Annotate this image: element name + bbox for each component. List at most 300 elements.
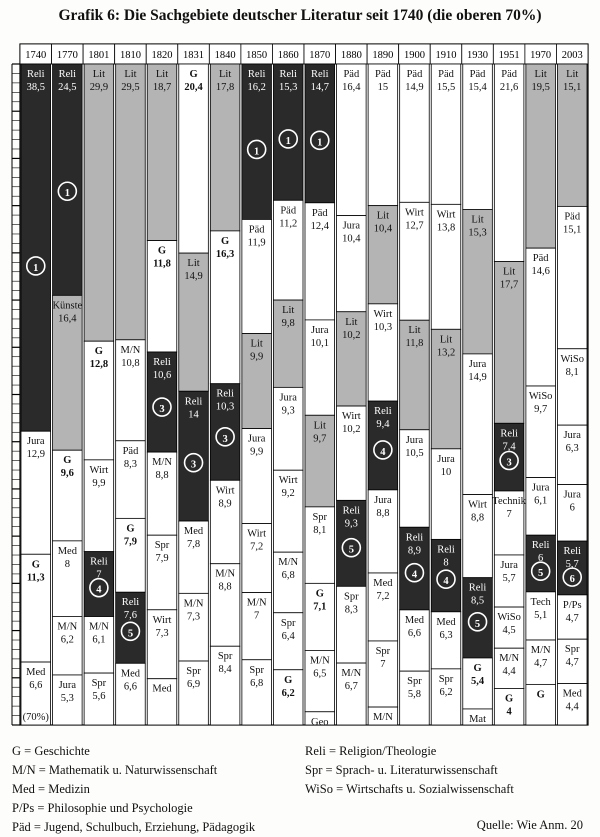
year-label: 1770 <box>56 50 78 61</box>
segment-label: Jura <box>468 358 487 370</box>
year-label: 1890 <box>372 50 394 61</box>
rank-number: 4 <box>443 576 449 588</box>
segment-value: 10,3 <box>215 401 235 413</box>
segment-value: 14,6 <box>531 266 550 278</box>
segment-value: 16,4 <box>342 82 361 93</box>
rank-number: 3 <box>159 404 165 416</box>
legend-item: Reli = Religion/Theologie <box>305 744 437 758</box>
year-label: 1850 <box>246 50 268 61</box>
legend-item: Med = Medizin <box>12 782 90 796</box>
segment-label: Spr <box>375 645 391 657</box>
segment-value: 9,3 <box>281 405 295 417</box>
source-note: Quelle: Wie Anm. 20 <box>476 818 583 832</box>
segment-value: 8,3 <box>344 604 358 616</box>
segment-label: Spr <box>438 673 454 685</box>
segment-label: G <box>284 674 293 686</box>
segment-label: Reli <box>563 546 581 558</box>
segment-value: 10,6 <box>152 370 172 382</box>
rank-number: 5 <box>348 544 354 556</box>
legend-left <box>12 742 255 837</box>
bar-segment-lit <box>400 320 430 430</box>
segment-value: 8,8 <box>155 470 169 482</box>
segment-value: 11,8 <box>153 258 171 270</box>
segment-value: 10,3 <box>373 321 393 333</box>
segment-label: Lit <box>566 69 579 80</box>
segment-label: M/N <box>341 668 362 680</box>
segment-value: 8,1 <box>313 524 327 536</box>
segment-value: 5,4 <box>470 675 485 687</box>
segment-label: Lit <box>313 420 326 432</box>
segment-value: 4,5 <box>502 625 516 637</box>
segment-value: 9,7 <box>313 433 327 445</box>
segment-value: 7 <box>254 610 260 622</box>
year-label: 1810 <box>119 50 141 61</box>
segment-value: 7,6 <box>123 610 138 622</box>
segment-label: Wirt <box>247 528 267 540</box>
segment-label: Spr <box>280 617 296 629</box>
segment-label: WiSo <box>560 353 584 365</box>
segment-label: Wirt <box>373 308 393 320</box>
segment-label: G <box>31 559 40 571</box>
segment-value: 7,8 <box>186 539 201 551</box>
segment-label: Reli <box>27 69 45 80</box>
segment-value: 7,3 <box>186 611 201 623</box>
segment-label: Päd <box>280 205 297 217</box>
rank-number: 1 <box>285 135 291 147</box>
segment-value: 11,3 <box>26 572 45 584</box>
segment-label: Lit <box>250 338 263 350</box>
segment-label: G <box>221 235 230 247</box>
segment-value: 15,1 <box>563 82 582 93</box>
segment-label: Päd <box>469 69 486 80</box>
segment-label: G <box>536 689 545 701</box>
segment-label: Technik <box>492 495 526 507</box>
segment-label: Reli <box>90 556 108 568</box>
segment-label: Reli <box>437 544 455 556</box>
segment-value: 20,4 <box>184 82 203 93</box>
segment-label: Jura <box>500 559 518 571</box>
segment-value: 8,1 <box>565 366 579 378</box>
segment-value: 6,3 <box>439 629 453 641</box>
segment-value: 5,1 <box>534 609 548 621</box>
segment-value: 10,5 <box>405 447 424 459</box>
segment-label: Wirt <box>278 475 298 487</box>
segment-value: 5,6 <box>92 691 106 703</box>
segment-label: Päd <box>501 69 517 80</box>
segment-label: Wirt <box>215 485 235 497</box>
segment-label: Päd <box>532 253 549 265</box>
segment-label: G <box>94 346 103 358</box>
segment-value: 7,4 <box>502 441 516 453</box>
segment-value: 4,4 <box>565 701 579 713</box>
segment-value: 17,8 <box>215 82 235 93</box>
segment-value: 4,4 <box>502 666 516 678</box>
segment-label: M/N <box>183 598 204 610</box>
bar-segment-g <box>147 241 177 352</box>
rank-number: 5 <box>127 628 134 640</box>
segment-label: Lit <box>471 214 484 226</box>
segment-value: 17,7 <box>499 279 519 291</box>
segment-label: Reli <box>216 388 234 400</box>
segment-value: 14,9 <box>184 271 203 283</box>
segment-label: Päd <box>343 69 360 80</box>
segment-value: 7,3 <box>155 627 169 639</box>
segment-label: Lit <box>376 210 390 222</box>
segment-value: 8,8 <box>218 581 232 593</box>
segment-label: Lit <box>502 266 516 278</box>
rank-number: 4 <box>96 584 102 596</box>
segment-label: Wirt <box>405 207 424 219</box>
segment-value: 9,8 <box>281 318 295 330</box>
segment-label: Reli <box>279 69 297 80</box>
segment-value: 19,5 <box>531 82 550 93</box>
segment-label: Reli <box>405 532 424 544</box>
segment-value: 9,4 <box>376 419 390 431</box>
segment-value: 29,9 <box>89 82 109 93</box>
segment-label: Jura <box>27 436 45 448</box>
segment-label: Wirt <box>436 209 456 221</box>
segment-value: 6,5 <box>313 668 327 680</box>
segment-label: Med <box>57 545 77 557</box>
segment-value: 14,9 <box>405 82 424 93</box>
rank-number: 1 <box>254 146 260 158</box>
segment-label: Med <box>26 667 46 679</box>
segment-label: Spr <box>154 540 170 552</box>
segment-label: Reli <box>374 406 392 418</box>
segment-value: 8,8 <box>376 507 390 519</box>
segment-value: 8,5 <box>470 595 485 607</box>
segment-value: 18,7 <box>152 82 172 93</box>
segment-value: 9,3 <box>344 518 358 530</box>
segment-value: 6,8 <box>281 570 295 582</box>
segment-label: M/N <box>215 568 236 580</box>
segment-value: 5,8 <box>407 689 422 701</box>
legend-item: Spr = Sprach- u. Literaturwissenschaft <box>305 763 498 777</box>
segment-value: 6,6 <box>407 627 422 639</box>
segment-value: 7,1 <box>313 601 327 613</box>
segment-value: 24,5 <box>58 82 77 93</box>
segment-value: 10,1 <box>310 337 329 349</box>
segment-value: 4,7 <box>534 658 548 670</box>
segment-value: 8 <box>443 557 449 569</box>
segment-label: Jura <box>531 482 550 494</box>
year-label: 1880 <box>340 50 362 61</box>
segment-label: G <box>189 69 198 80</box>
segment-label: Jura <box>247 433 266 445</box>
segment-label: Geo <box>311 716 329 728</box>
segment-label: Lit <box>218 69 232 80</box>
segment-label: G <box>315 588 324 600</box>
segment-value: 12,8 <box>89 359 109 371</box>
segment-value: 6,6 <box>29 680 43 692</box>
segment-label: Spr <box>312 511 328 523</box>
segment-label: Reli <box>311 69 329 80</box>
segment-value: 21,6 <box>499 82 519 93</box>
segment-label: G <box>473 662 482 674</box>
segment-value: 6 <box>569 502 575 514</box>
segment-value: 6,1 <box>92 634 106 646</box>
year-label: 1951 <box>498 50 520 61</box>
segment-label: Päd <box>311 207 328 219</box>
legend-right <box>305 742 514 799</box>
segment-value: 6,3 <box>565 443 579 455</box>
segment-value: 7 <box>96 569 102 581</box>
segment-value: 9,6 <box>60 468 74 480</box>
segment-label: M/N <box>278 557 299 569</box>
segment-value: 6,2 <box>439 686 453 698</box>
segment-label: Spr <box>217 651 233 663</box>
year-label: 1831 <box>183 50 205 61</box>
segment-value: 8,3 <box>123 458 138 470</box>
segment-label: Päd <box>564 211 581 223</box>
segment-value: 6,4 <box>281 630 295 642</box>
segment-value: 11,2 <box>279 218 298 230</box>
segment-label: Reli <box>58 69 77 80</box>
segment-label: Reli <box>468 582 487 594</box>
segment-label: Jura <box>58 679 77 691</box>
segment-label: Wirt <box>152 614 172 626</box>
legend-item: P/Ps = Philosophie und Psychologie <box>12 801 193 815</box>
segment-label: M/N <box>530 645 551 657</box>
segment-label: Med <box>373 577 393 589</box>
segment-label: Jura <box>437 453 455 465</box>
segment-label: Reli <box>184 396 203 408</box>
segment-value: 4 <box>506 706 512 718</box>
segment-label: Tech <box>530 596 551 608</box>
year-label: 1820 <box>151 50 173 61</box>
segment-value: 15,5 <box>436 82 456 93</box>
year-label: 1840 <box>214 50 236 61</box>
legend-item: M/N = Mathematik u. Naturwissenschaft <box>12 763 218 777</box>
segment-label: Wirt <box>468 499 487 511</box>
year-label: 1801 <box>88 50 110 61</box>
year-label: 1970 <box>530 50 552 61</box>
segment-label: Lit <box>408 325 421 337</box>
segment-value: 15,1 <box>563 224 582 236</box>
segment-value: 14,9 <box>468 371 487 383</box>
segment-label: Med <box>404 614 425 626</box>
segment-label: Wirt <box>341 411 361 423</box>
rank-number: 3 <box>190 459 197 471</box>
bar-segment-reli <box>53 64 83 295</box>
segment-value: 6,7 <box>344 681 358 693</box>
segment-value: 6,1 <box>534 495 548 507</box>
segment-value: 8,4 <box>218 664 232 676</box>
rank-number: 1 <box>64 188 70 200</box>
year-label: 1910 <box>435 50 457 61</box>
segment-label: Med <box>436 616 456 628</box>
segment-label: Lit <box>155 69 169 80</box>
segment-value: 15,3 <box>279 82 298 93</box>
rank-number: 4 <box>380 446 386 458</box>
segment-label: Med <box>183 526 204 538</box>
segment-label: Päd <box>438 69 454 80</box>
segment-label: Reli <box>531 540 550 552</box>
year-label: 2003 <box>561 50 583 61</box>
segment-label: M/N <box>152 457 172 469</box>
segment-label: M/N <box>120 344 141 356</box>
segment-label: P/Ps <box>562 599 582 611</box>
segment-value: 9,2 <box>281 488 295 500</box>
segment-label: Med <box>152 683 172 695</box>
segment-value: 29,5 <box>121 82 140 93</box>
segment-value: 6,8 <box>250 677 264 689</box>
segment-label: Künste <box>52 300 83 312</box>
segment-label: Lit <box>534 69 547 80</box>
segment-value: 6 <box>538 553 544 565</box>
segment-value: 10,4 <box>342 233 361 245</box>
segment-value: 8 <box>64 558 70 570</box>
segment-value: 4,7 <box>565 612 579 624</box>
segment-value: 13,8 <box>436 222 456 234</box>
segment-value: 6,6 <box>123 681 138 693</box>
segment-label: Jura <box>374 494 392 506</box>
segment-label: Jura <box>563 430 581 442</box>
segment-value: 9,9 <box>250 446 264 458</box>
segment-label: Jura <box>342 220 361 232</box>
segment-value: 10,4 <box>373 223 393 235</box>
rank-number: 3 <box>506 457 512 469</box>
segment-label: M/N <box>499 653 520 665</box>
rank-number: 5 <box>538 568 544 580</box>
segment-value: 7 <box>506 508 512 520</box>
rank-number: 3 <box>222 433 228 445</box>
segment-label: M/N <box>246 597 267 609</box>
segment-value: 9,9 <box>250 351 264 363</box>
bar-segment-reli <box>21 64 51 431</box>
segment-value: 15,3 <box>468 227 487 239</box>
bar-segment-lit <box>116 64 146 340</box>
segment-label: Spr <box>407 676 422 688</box>
bar-segment-lit <box>84 64 114 341</box>
segment-value: 9,9 <box>92 477 106 489</box>
year-label: 1740 <box>25 50 47 61</box>
chart-title: Grafik 6: Die Sachgebiete deutscher Literatur seit 1740 (die oberen 70%) <box>58 7 542 24</box>
segment-label: Spr <box>91 678 107 690</box>
segment-label: Jura <box>405 434 424 446</box>
segment-label: WiSo <box>497 612 521 624</box>
legend-item: WiSo = Wirtschafts u. Sozialwissenschaft <box>305 782 514 796</box>
segment-label: Reli <box>247 69 266 80</box>
segment-value: 10,2 <box>342 329 361 341</box>
segment-value: 16,2 <box>247 82 266 93</box>
segment-value: 10,2 <box>342 424 361 436</box>
segment-label: Päd <box>122 445 139 457</box>
segment-value: 7,2 <box>376 590 390 602</box>
segment-value: 9,7 <box>534 404 548 416</box>
segment-value: 5,7 <box>565 559 579 571</box>
segment-value: 16,4 <box>58 313 77 325</box>
segment-label: WiSo <box>528 391 553 403</box>
segment-label: M/N <box>372 712 393 724</box>
segment-label: Reli <box>342 505 361 517</box>
segment-label: G <box>157 245 167 257</box>
segment-value: 38,5 <box>26 82 45 93</box>
segment-value: 7,9 <box>123 536 138 548</box>
bar-segment-pd <box>494 64 524 261</box>
segment-label: Lit <box>124 69 137 80</box>
segment-value: 12,7 <box>405 220 424 232</box>
segment-value: 8,9 <box>407 545 422 557</box>
rank-number: 1 <box>33 262 39 274</box>
segment-label: Reli <box>121 597 140 609</box>
rank-number: 1 <box>317 137 323 149</box>
segment-value: 10 <box>440 466 452 478</box>
legend-item: Päd = Jugend, Schulbuch, Erziehung, Pädagogik <box>12 820 256 834</box>
segment-value: 10,8 <box>121 357 140 369</box>
segment-value: 7,9 <box>155 553 169 565</box>
segment-value: 15,4 <box>468 82 487 93</box>
segment-value: 14,7 <box>310 82 329 93</box>
legend-item: G = Geschichte <box>12 744 90 758</box>
segment-label: G <box>126 523 135 535</box>
segment-label: Lit <box>187 258 200 270</box>
segment-value: 5,3 <box>60 692 74 704</box>
segment-value: 4,7 <box>565 657 579 669</box>
segment-value: 8,8 <box>470 512 485 524</box>
segment-label: Spr <box>186 666 201 678</box>
segment-value: 11,8 <box>405 338 424 350</box>
segment-label: Lit <box>92 69 106 80</box>
segment-label: M/N <box>309 655 330 667</box>
segment-value: 6,2 <box>281 687 295 699</box>
segment-label: Spr <box>564 644 580 656</box>
segment-value: 6,9 <box>186 679 201 691</box>
segment-label: Lit <box>282 305 295 317</box>
segment-value: 12,9 <box>26 449 45 461</box>
segment-label: Lit <box>439 334 453 346</box>
segment-label: Spr <box>249 664 264 676</box>
rank-number: 4 <box>411 569 418 581</box>
segment-label: Mat <box>469 713 487 725</box>
segment-label: Jura <box>311 324 329 336</box>
segment-label: Med <box>562 688 582 700</box>
segment-value: 14 <box>188 409 199 421</box>
rank-number: 6 <box>569 574 575 586</box>
rank-number: 5 <box>474 618 481 630</box>
segment-value: 15 <box>377 82 389 93</box>
segment-value: 13,2 <box>436 347 456 359</box>
segment-label: G <box>505 693 514 705</box>
segment-value: 16,3 <box>215 248 235 260</box>
bar-segment-g <box>21 554 51 662</box>
segment-label: Päd <box>248 224 265 236</box>
segment-label: Spr <box>344 591 359 603</box>
segment-value: 5,7 <box>502 572 516 584</box>
year-label: 1860 <box>277 50 299 61</box>
segment-label: G <box>63 455 72 467</box>
segment-label: Jura <box>279 392 297 404</box>
year-label: 1900 <box>403 50 425 61</box>
segment-label: M/N <box>57 621 78 633</box>
segment-label: Päd <box>375 69 391 80</box>
segment-label: Lit <box>345 316 358 328</box>
segment-value: 8,9 <box>218 498 232 510</box>
segment-note: (70%) <box>22 712 49 723</box>
segment-value: 11,9 <box>247 237 266 249</box>
segment-label: Wirt <box>89 464 109 476</box>
segment-value: 12,4 <box>310 220 329 232</box>
segment-label: Reli <box>153 357 171 369</box>
segment-value: 7 <box>380 658 386 670</box>
segment-value: 6,2 <box>60 634 74 646</box>
segment-label: Reli <box>500 428 518 440</box>
segment-label: Jura <box>563 489 581 501</box>
year-label: 1930 <box>467 50 489 61</box>
segment-label: M/N <box>88 621 109 633</box>
segment-value: 7,2 <box>250 541 264 553</box>
segment-label: Med <box>120 668 141 680</box>
